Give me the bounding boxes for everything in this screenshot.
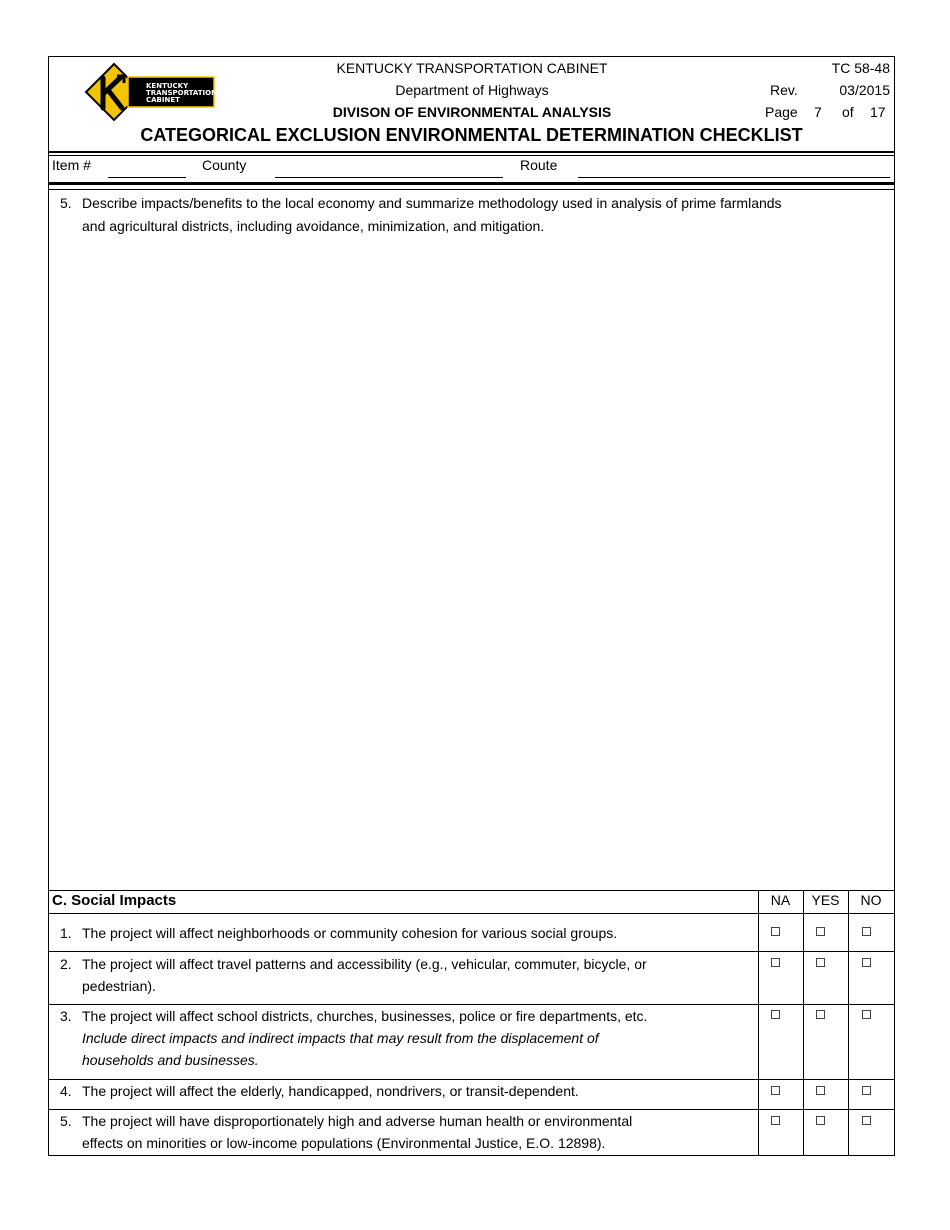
- social-item-2-no-checkbox[interactable]: [862, 958, 871, 967]
- social-item-5-no-checkbox[interactable]: [862, 1116, 871, 1125]
- item-field[interactable]: [108, 177, 186, 178]
- col-yes-header: YES: [811, 892, 840, 908]
- social-item-4-no-checkbox[interactable]: [862, 1086, 871, 1095]
- social-item-1-no-checkbox[interactable]: [862, 927, 871, 936]
- rev-label: Rev.: [770, 82, 798, 98]
- of-label: of: [842, 104, 854, 120]
- social-item-3-line3: households and businesses.: [82, 1052, 259, 1068]
- social-top-border: [48, 890, 895, 891]
- social-item-4-number: 4.: [60, 1083, 72, 1099]
- form-number: TC 58-48: [831, 60, 890, 76]
- col-divider-na: [758, 890, 759, 1156]
- county-label: County: [202, 157, 247, 173]
- social-item-2-line2: pedestrian).: [82, 978, 156, 994]
- ktc-logo: [84, 62, 216, 122]
- fields-divider: [48, 182, 895, 185]
- division-name: DIVISON OF ENVIRONMENTAL ANALYSIS: [332, 104, 612, 120]
- page-total: 17: [870, 104, 886, 120]
- department-name: Department of Highways: [395, 82, 549, 98]
- social-item-1-line1: The project will affect neighborhoods or community cohesion for various social groups.: [82, 925, 618, 941]
- county-field[interactable]: [275, 177, 503, 178]
- q5-number: 5.: [60, 195, 72, 211]
- logo-line1: KENTUCKY: [146, 82, 189, 90]
- fields-divider-thin: [48, 189, 895, 190]
- social-item-2-yes-checkbox[interactable]: [816, 958, 825, 967]
- social-item-3-line2: Include direct impacts and indirect impacts that may result from the displacement of: [82, 1030, 599, 1046]
- social-item-2-na-checkbox[interactable]: [771, 958, 780, 967]
- rev-value: 03/2015: [839, 82, 890, 98]
- col-na-header: NA: [770, 892, 791, 908]
- social-item-4-na-checkbox[interactable]: [771, 1086, 780, 1095]
- social-item-2-line1: The project will affect travel patterns and accessibility (e.g., vehicular, commuter, bicycle, or: [82, 956, 647, 972]
- form-title: CATEGORICAL EXCLUSION ENVIRONMENTAL DETERMINATION CHECKLIST: [140, 125, 803, 145]
- social-row-divider-1: [48, 951, 895, 952]
- social-item-5-number: 5.: [60, 1113, 72, 1129]
- item-label: Item #: [52, 157, 91, 173]
- social-item-4-yes-checkbox[interactable]: [816, 1086, 825, 1095]
- agency-name: KENTUCKY TRANSPORTATION CABINET: [336, 60, 608, 76]
- social-item-3-line1: The project will affect school districts, churches, businesses, police or fire departments, etc.: [82, 1008, 648, 1024]
- col-no-header: NO: [860, 892, 882, 908]
- social-item-3-number: 3.: [60, 1008, 72, 1024]
- title-divider: [48, 151, 895, 153]
- q5-line1: Describe impacts/benefits to the local economy and summarize methodology used in analysis of prime farmlands: [82, 195, 782, 211]
- q5-line2: and agricultural districts, including avoidance, minimization, and mitigation.: [82, 218, 545, 234]
- logo-line2: TRANSPORTATION: [146, 89, 216, 97]
- social-item-1-yes-checkbox[interactable]: [816, 927, 825, 936]
- q5-response-area[interactable]: [60, 245, 885, 885]
- social-item-5-yes-checkbox[interactable]: [816, 1116, 825, 1125]
- col-divider-yes: [803, 890, 804, 1156]
- social-item-2-number: 2.: [60, 956, 72, 972]
- route-label: Route: [520, 157, 558, 173]
- social-header-divider: [48, 913, 895, 914]
- social-item-5-line1: The project will have disproportionately high and adverse human health or environmental: [82, 1113, 633, 1129]
- social-item-4-line1: The project will affect the elderly, handicapped, nondrivers, or transit-dependent.: [82, 1083, 579, 1099]
- col-divider-no: [848, 890, 849, 1156]
- social-item-3-yes-checkbox[interactable]: [816, 1010, 825, 1019]
- social-item-5-na-checkbox[interactable]: [771, 1116, 780, 1125]
- social-item-1-na-checkbox[interactable]: [771, 927, 780, 936]
- social-item-3-na-checkbox[interactable]: [771, 1010, 780, 1019]
- page-number: 7: [814, 104, 822, 120]
- route-field[interactable]: [578, 177, 890, 178]
- page-label: Page: [765, 104, 798, 120]
- social-item-1-number: 1.: [60, 925, 72, 941]
- social-item-5-line2: effects on minorities or low-income populations (Environmental Justice, E.O. 12898).: [82, 1135, 606, 1151]
- logo-line3: CABINET: [146, 96, 180, 104]
- social-item-3-no-checkbox[interactable]: [862, 1010, 871, 1019]
- title-divider-thin: [48, 155, 895, 156]
- social-heading: C. Social Impacts: [52, 892, 177, 909]
- ktc-logo-icon: [84, 62, 216, 122]
